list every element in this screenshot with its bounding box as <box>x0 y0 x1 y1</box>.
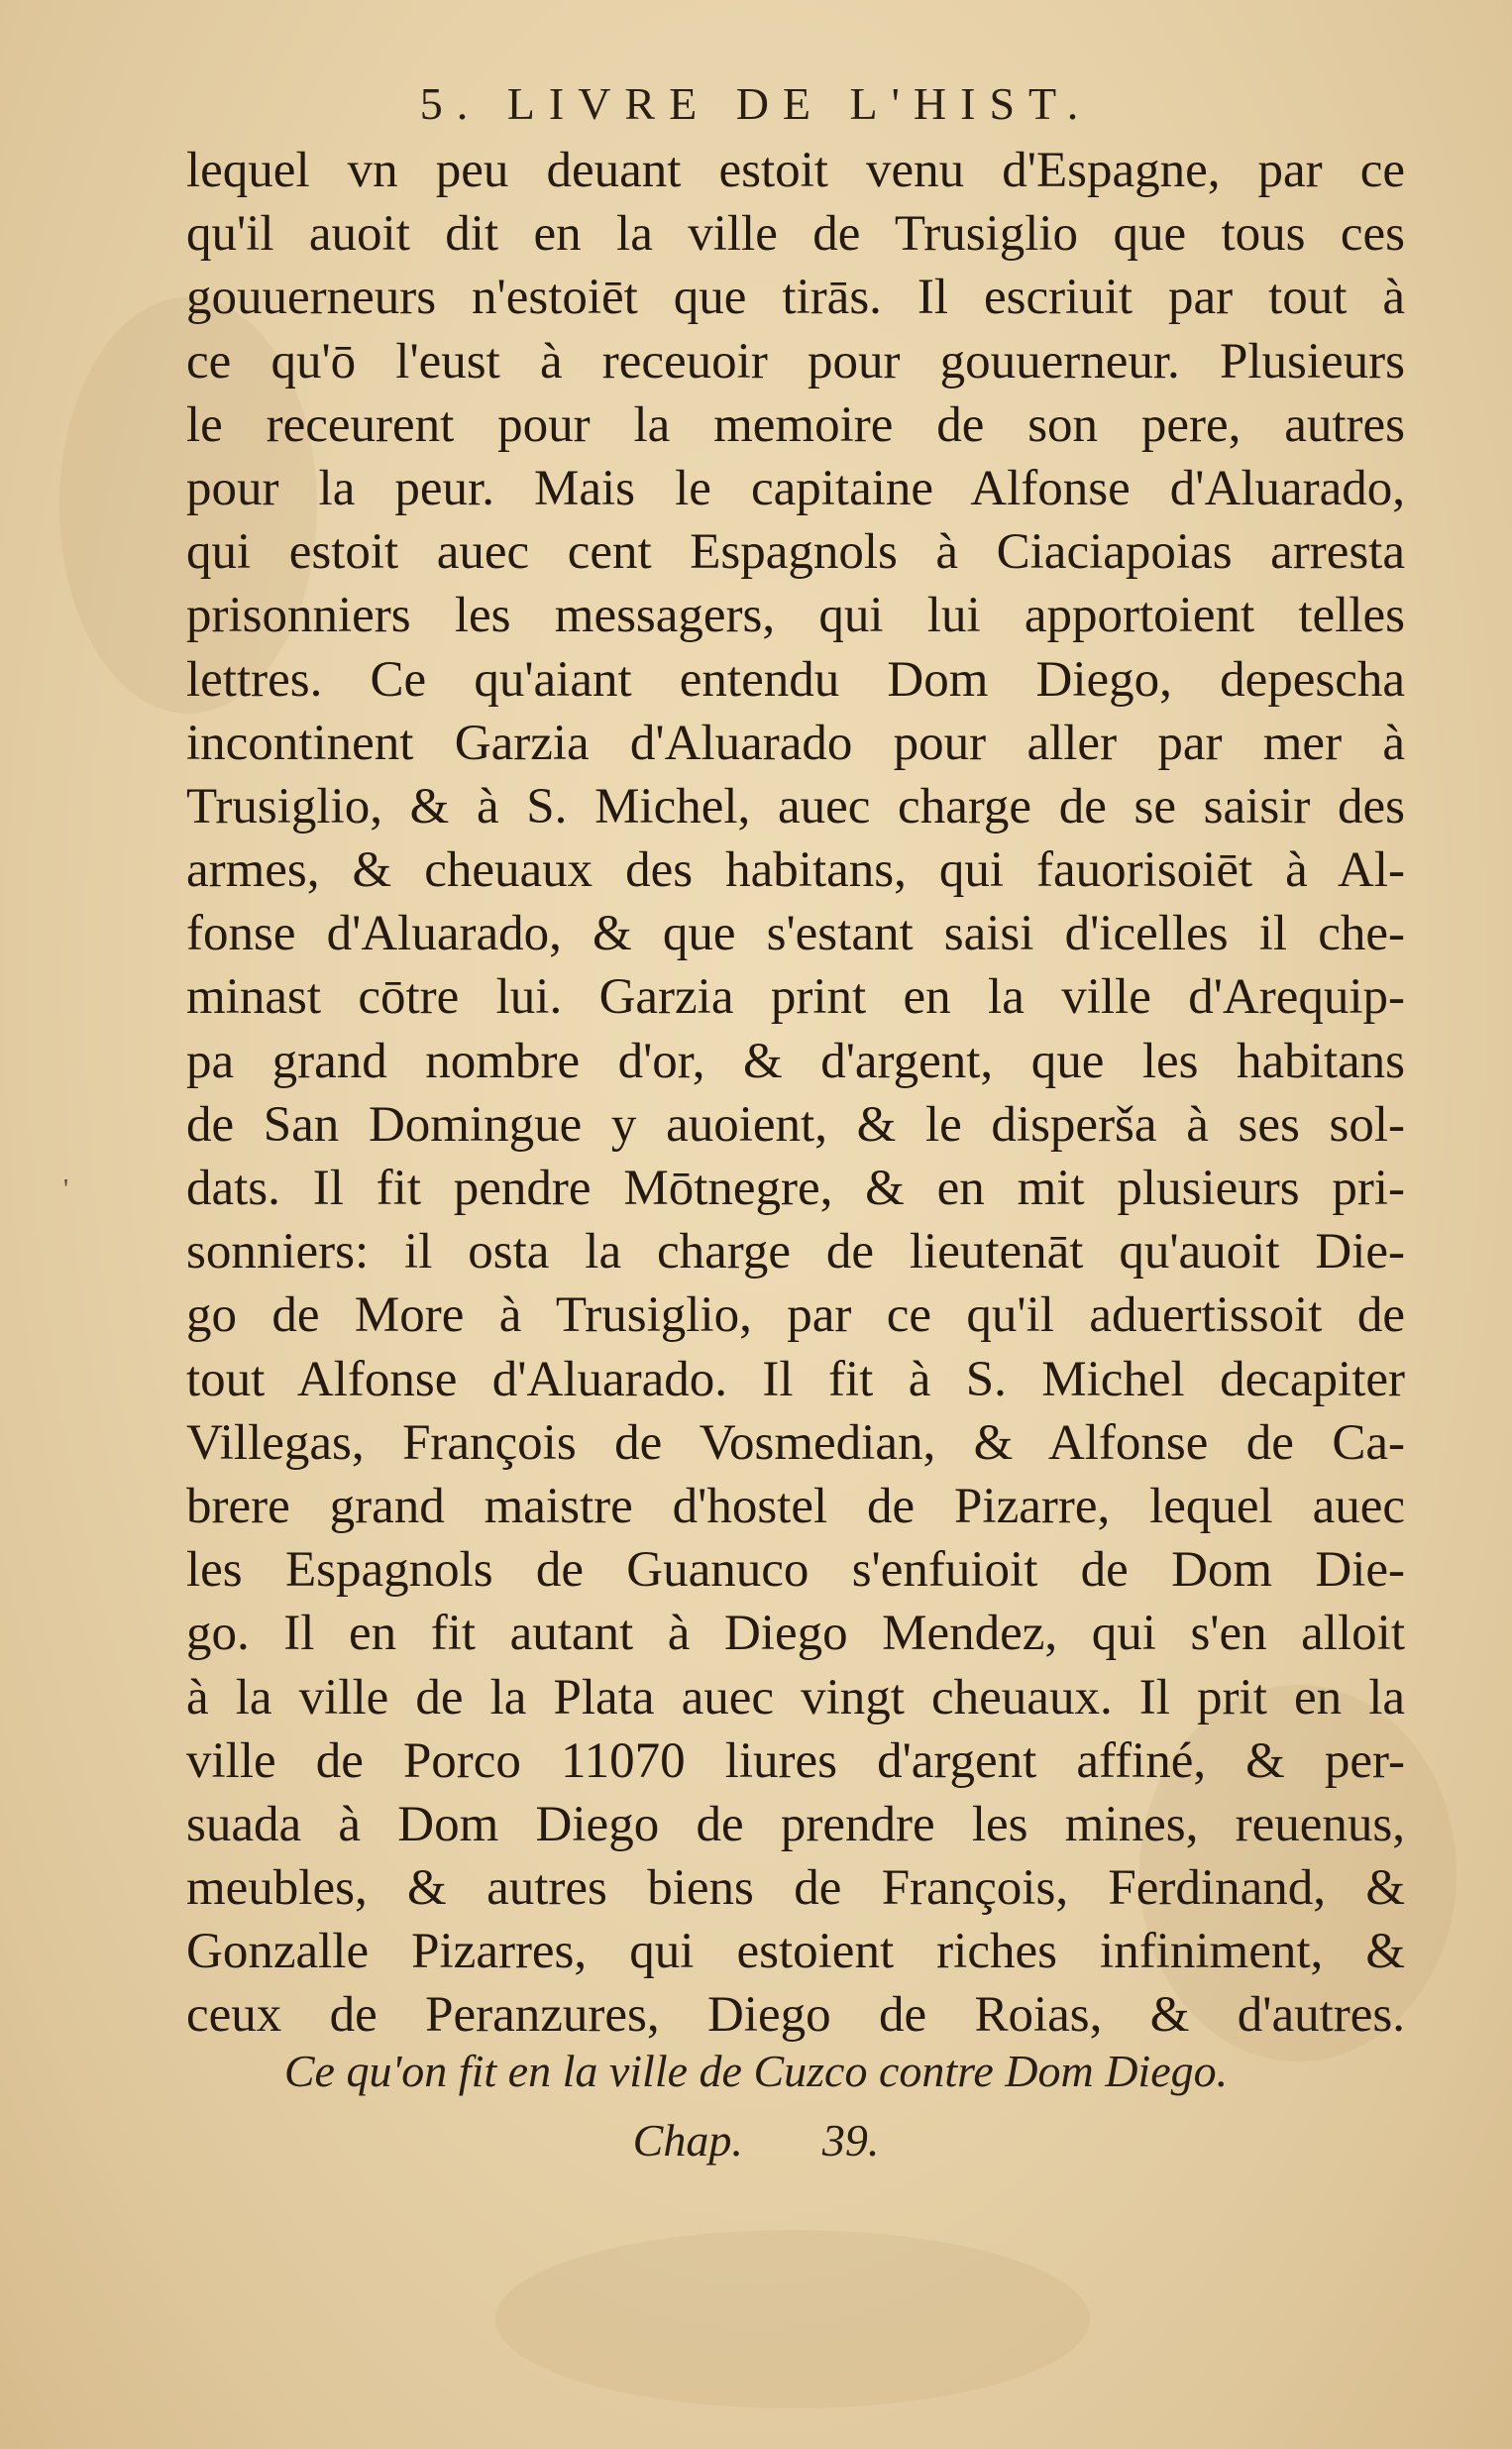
text-line: tout Alfonse d'Aluarado. Il fit à S. Michel decapiter <box>186 1351 1405 1407</box>
text-line: suada à Dom Diego de prendre les mines, reuenus, <box>186 1796 1405 1852</box>
text-line: meubles, & autres biens de François, Ferdinand, & <box>186 1860 1405 1917</box>
paper-stain <box>495 2230 1090 2408</box>
text-line: ce qu'ō l'eust à receuoir pour gouuerneur. Plusieurs <box>186 333 1405 390</box>
chapter-heading <box>0 2114 1512 2167</box>
text-line: le receurent pour la memoire de son pere, autres <box>186 396 1405 453</box>
text-line: fonse d'Aluarado, & que s'estant saisi d'icelles il che- <box>186 906 1405 962</box>
text-line: dats. Il fit pendre Mōtnegre, & en mit plusieurs pri- <box>186 1161 1405 1216</box>
text-line: Villegas, François de Vosmedian, & Alfonse de Ca- <box>186 1414 1405 1471</box>
text-line: ville de Porco 11070 liures d'argent affiné, & per- <box>186 1732 1405 1789</box>
text-line: qui estoit auec cent Espagnols à Ciaciapoias arresta <box>186 524 1405 581</box>
text-line: pa grand nombre d'or, & d'argent, que les habitans <box>186 1033 1405 1089</box>
text-line: brere grand maistre d'hostel de Pizarre, lequel auec <box>186 1478 1405 1534</box>
chapter-title: Ce qu'on fit en la ville de Cuzco contre Dom Diego. <box>283 2046 1229 2096</box>
text-line: prisonniers les messagers, qui lui apportoient telles <box>186 588 1405 644</box>
text-line: les Espagnols de Guanuco s'enfuioit de Dom Die- <box>186 1542 1405 1599</box>
text-line: de San Domingue y auoient, & le disperša à ses sol- <box>186 1096 1405 1153</box>
margin-mark: ' <box>63 1174 69 1205</box>
text-line: minast cōtre lui. Garzia print en la ville d'Arequip- <box>186 969 1405 1026</box>
text-line: Gonzalle Pizarres, qui estoient riches infiniment, & <box>186 1924 1405 1980</box>
text-line: à la ville de la Plata auec vingt cheuaux. Il prit en la <box>186 1669 1405 1725</box>
text-line: lequel vn peu deuant estoit venu d'Espagne, par ce <box>186 143 1405 198</box>
text-line: pour la peur. Mais le capitaine Alfonse d'Aluarado, <box>186 460 1405 516</box>
running-head: 5. LIVRE DE L'HIST. <box>419 78 1093 129</box>
chapter-label: Chap. <box>632 2115 743 2166</box>
text-line: Trusiglio, & à S. Michel, auec charge de se saisir des <box>186 778 1405 835</box>
text-line: qu'il auoit dit en la ville de Trusiglio que tous ces <box>186 206 1405 263</box>
text-line: armes, & cheuaux des habitans, qui fauorisoiēt à Al- <box>186 842 1405 899</box>
text-line: sonniers: il osta la charge de lieutenāt qu'auoit Die- <box>186 1224 1405 1280</box>
text-line: gouuerneurs n'estoiēt que tirās. Il escriuit par tout à <box>186 270 1405 326</box>
text-line: lettres. Ce qu'aiant entendu Dom Diego, depescha <box>186 651 1405 708</box>
text-line: ceux de Peranzures, Diego de Roias, & d'autres. <box>186 1987 1405 2044</box>
chapter-number: 39. <box>821 2115 880 2166</box>
text-line: go de More à Trusiglio, par ce qu'il aduertissoit de <box>186 1287 1405 1344</box>
body-text <box>186 139 1405 2048</box>
text-line: go. Il en fit autant à Diego Mendez, qui s'en alloit <box>186 1606 1405 1662</box>
text-line: incontinent Garzia d'Aluarado pour aller par mer à <box>186 715 1405 771</box>
